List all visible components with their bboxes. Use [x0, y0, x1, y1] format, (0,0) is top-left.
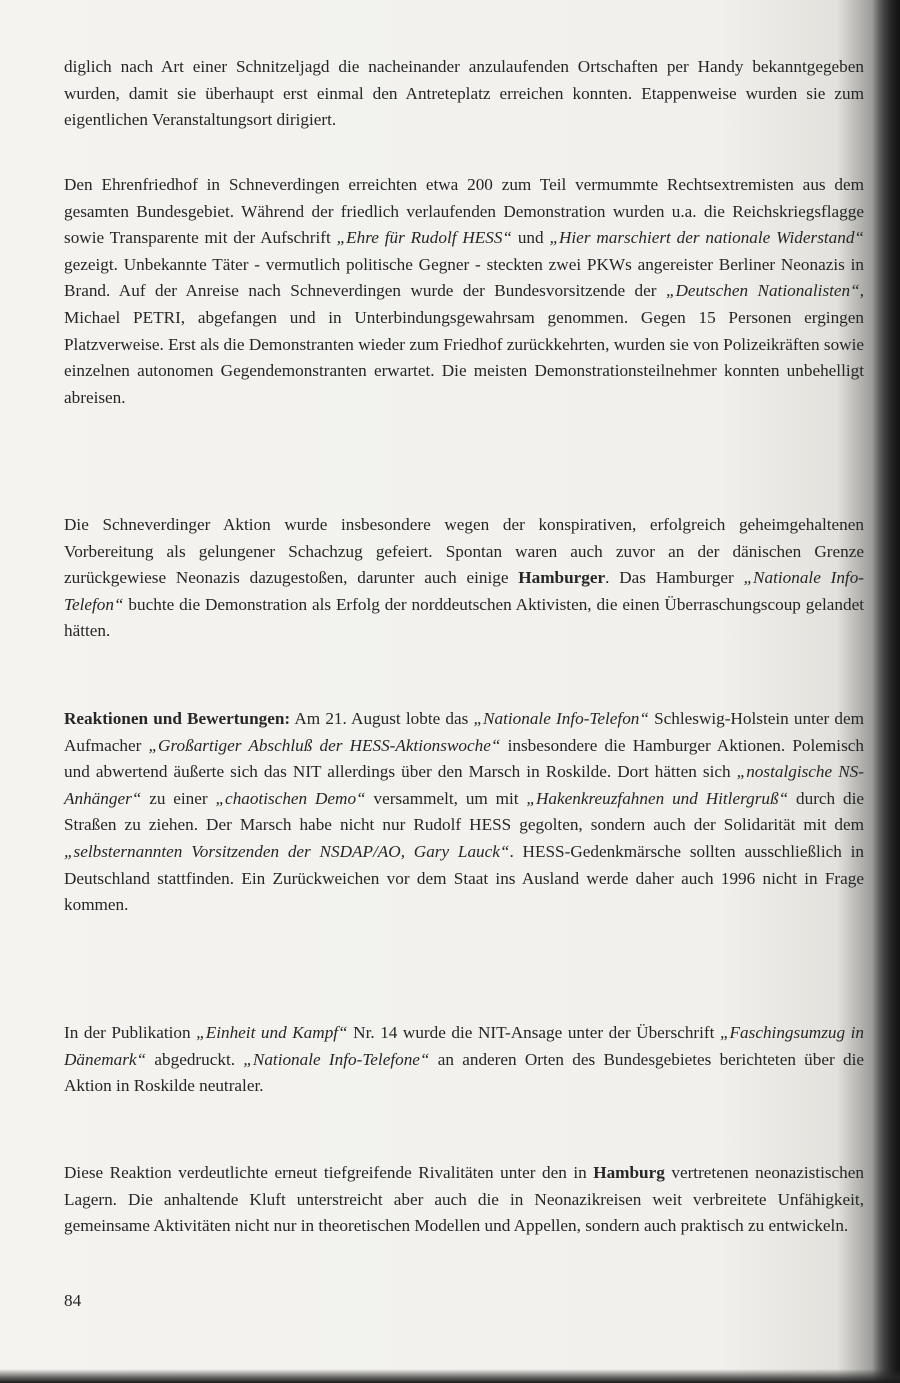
paragraph-reaktionen: Reaktionen und Bewertungen: Am 21. August lobte das „Nationale Info-Telefon“ Schleswig-Holstein unter dem Aufmacher „Großartiger Abschluß der HESS-Aktionswoche“ insbesondere die Hamburger Aktionen. Polemisch und abwertend äußerte sich das NIT allerdings über den Marsch in Roskilde. Dort hätten sich „nostalgische NS-Anhänger“ zu einer „chaotischen Demo“ versammelt, um mit „Hakenkreuzfahnen und Hitlergruß“ durch die Straßen zu ziehen. Der Marsch habe nicht nur Rudolf HESS gegolten, sondern auch der Solidarität mit dem „selbsternannten Vorsitzenden der NSDAP/AO, Gary Lauck“. HESS-Gedenkmärsche sollten ausschließlich in Deutschland stattfinden. Ein Zurückweichen vor dem Staat ins Ausland werde daher auch 1996 nicht in Frage kommen.	[64, 709, 865, 915]
paragraph-rivalitaeten: Diese Reaktion verdeutlichte erneut tiefgreifende Rivalitäten unter den in Hamburg vertretenen neonazistischen Lagern. Die anhaltende Kluft unterstreicht aber auch die in Neonazikreisen weit verbreitete Unfähigkeit, gemeinsame Aktivitäten nicht nur in theoretischen Modellen und Appellen, sondern auch praktisch zu entwickeln.	[64, 1163, 864, 1236]
page-number: 84	[64, 1291, 82, 1310]
page-bottom-edge	[0, 1369, 900, 1383]
paragraph-ehrenfriedhof: Den Ehrenfriedhof in Schneverdingen erreichten etwa 200 zum Teil vermummte Rechtsextremisten aus dem gesamten Bundesgebiet. Während der friedlich verlaufenden Demonstration wurden u.a. die Reichskriegsflagge sowie Transparente mit der Aufschrift „Ehre für Rudolf HESS“ und „Hier marschiert der nationale Widerstand“ gezeigt. Unbekannte Täter - vermutlich politische Gegner - steckten zwei PKWs angereister Berliner Neonazis in Brand. Auf der Anreise nach Schneverdingen wurde der Bundesvorsitzende der „Deutschen Nationalisten“, Michael PETRI, abgefangen und in Unterbindungsgewahrsam genommen. Gegen 15 Personen ergingen Platzverweise. Erst als die Demonstranten wieder zum Friedhof zurückkehrten, wurden sie von Polizeikräften sowie einzelnen autonomen Gegendemonstranten erwartet. Die meisten Demonstrationsteilnehmer konnten unbehelligt abreisen.	[64, 175, 864, 407]
book-binding-shadow	[872, 0, 900, 1383]
paragraph-schnitzeljagd: diglich nach Art einer Schnitzeljagd die nacheinander anzulaufenden Ortschaften per Handy bekanntgegeben wurden, damit sie überhaupt erst einmal den Antreteplatz erreichen konnten. Etappenweise wurden sie zum eigentlichen Veranstaltungsort dirigiert.	[64, 57, 864, 130]
paragraph-publikation: In der Publikation „Einheit und Kampf“ Nr. 14 wurde die NIT-Ansage unter der Überschrift „Faschingsumzug in Dänemark“ abgedruckt. „Nationale Info-Telefone“ an anderen Orten des Bundesgebietes berichteten über die Aktion in Roskilde neutraler.	[64, 1023, 864, 1096]
paragraph-schneverdinger-aktion: Die Schneverdinger Aktion wurde insbesondere wegen der konspirativen, erfolgreich geheimgehaltenen Vorbereitung als gelungener Schachzug gefeiert. Spontan waren auch zuvor an der dänischen Grenze zurückgewiese Neonazis dazugestoßen, darunter auch einige Hamburger. Das Hamburger „Nationale Info-Telefon“ buchte die Demonstration als Erfolg der norddeutschen Aktivisten, die einen Überraschungscoup gelandet hätten.	[64, 515, 865, 641]
section-heading: Reaktionen und Bewertungen:	[64, 709, 291, 728]
